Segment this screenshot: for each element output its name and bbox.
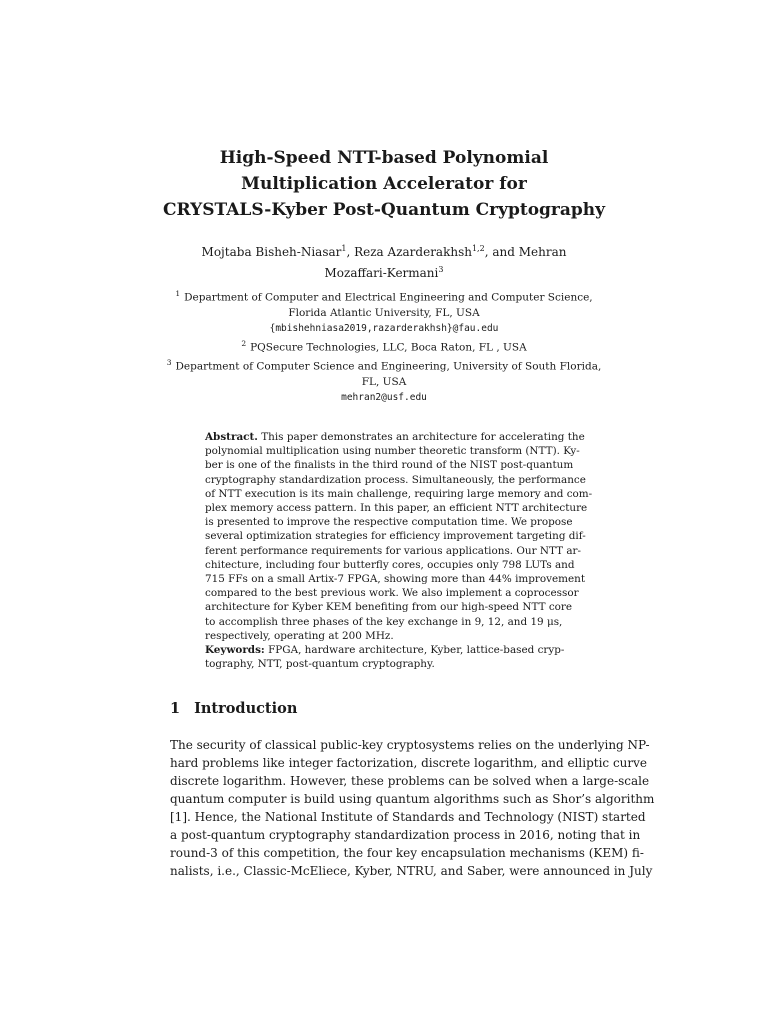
abstract-line: chitecture, including four butterfly cores, occupies only 798 LUTs and: [205, 558, 575, 571]
body-paragraph: [170, 736, 655, 880]
title-line-1: High-Speed NTT-based Polynomial: [219, 148, 549, 168]
keywords-label: Keywords:: [205, 644, 265, 657]
affil-number: 2: [241, 338, 247, 348]
affil-email: mehran2@usf.edu: [341, 391, 427, 403]
abstract-line: respectively, operating at 200 MHz.: [205, 629, 394, 642]
abstract-line: architecture for Kyber KEM benefiting from our high-speed NTT core: [205, 601, 573, 614]
title-line-3: CRYSTALS-Kyber Post-Quantum Cryptography: [162, 200, 606, 220]
abstract-line: several optimization strategies for efficiency improvement targeting dif-: [205, 530, 586, 543]
abstract-label: Abstract.: [205, 431, 258, 443]
body-line: The security of classical public-key cryptosystems relies on the underlying NP-: [170, 738, 650, 752]
author-affil-sup: 1: [341, 244, 347, 253]
section-heading: [170, 700, 297, 717]
affiliation-2: [140, 336, 628, 356]
section-title: Introduction: [194, 700, 298, 717]
affil-number: 1: [175, 289, 181, 298]
body-line: nalists, i.e., Classic-McEliece, Kyber, NTRU, and Saber, were announced in July: [170, 864, 653, 878]
author-name: , and Mehran: [484, 245, 567, 259]
abstract-line: is presented to improve the respective computation time. We propose: [205, 516, 573, 529]
body-line: [1]. Hence, the National Institute of Standards and Technology (NIST) started: [170, 810, 646, 824]
body-line: quantum computer is build using quantum algorithms such as Shor’s algorithm: [170, 792, 655, 806]
keywords-line: [205, 643, 567, 657]
abstract-line: ferent performance requirements for various applications. Our NTT ar-: [205, 544, 581, 557]
abstract-line: [205, 430, 585, 444]
affil-text: FL, USA: [361, 375, 407, 388]
author-name: , Reza Azarderakhsh: [346, 245, 472, 259]
abstract-line: 715 FFs on a small Artix-7 FPGA, showing more than 44% improvement: [205, 573, 586, 586]
affil-number: 3: [166, 358, 172, 367]
body-line: round-3 of this competition, the four key encapsulation mechanisms (KEM) fi-: [170, 846, 644, 860]
abstract-line: plex memory access pattern. In this paper, an efficient NTT architecture: [205, 502, 588, 515]
author-list: [160, 240, 608, 282]
title-line-2: Multiplication Accelerator for: [241, 174, 527, 194]
authors-line-1: [160, 240, 608, 261]
keywords-line: tography, NTT, post-quantum cryptography.: [205, 658, 435, 671]
abstract-line: polynomial multiplication using number theoretic transform (NTT). Ky-: [205, 445, 580, 458]
body-line: hard problems like integer factorization, discrete logarithm, and elliptic curve: [170, 756, 648, 770]
section-number: 1: [170, 700, 181, 717]
abstract-line: to accomplish three phases of the key exchange in 9, 12, and 19 μs,: [205, 615, 563, 628]
author-affil-sup: 3: [438, 265, 444, 274]
authors-line-2: [160, 261, 608, 282]
paper-title: [150, 145, 618, 223]
abstract-text: This paper demonstrates an architecture for accelerating the: [257, 431, 585, 443]
affiliation-3: [140, 355, 628, 375]
author-affil-sup: 1,2: [471, 244, 485, 253]
body-line: a post-quantum cryptography standardization process in 2016, noting that in: [170, 828, 641, 842]
abstract-line: compared to the best previous work. We also implement a coprocessor: [205, 587, 579, 600]
affil-text: Department of Computer Science and Engineering, University of South Florida,: [175, 360, 602, 373]
abstract-line: ber is one of the finalists in the third round of the NIST post-quantum: [205, 459, 574, 472]
abstract-line: of NTT execution is its main challenge, requiring large memory and com-: [205, 487, 593, 500]
affiliations: [140, 286, 628, 405]
affil-text: PQSecure Technologies, LLC, Boca Raton, FL , USA: [250, 341, 527, 353]
affil-email: {mbishehniasa2019,razarderakhsh}@fau.edu: [269, 322, 499, 334]
affiliation-1: [140, 286, 628, 306]
author-name: Mozaffari-Kermani: [324, 266, 439, 280]
affil-text: Florida Atlantic University, FL, USA: [288, 306, 480, 319]
affil-text: Department of Computer and Electrical Engineering and Computer Science,: [184, 291, 593, 304]
keywords-text: FPGA, hardware architecture, Kyber, lattice-based cryp-: [264, 644, 565, 657]
abstract-line: cryptography standardization process. Simultaneously, the performance: [205, 473, 586, 486]
author-name: Mojtaba Bisheh-Niasar: [201, 245, 342, 259]
body-line: discrete logarithm. However, these problems can be solved when a large-scale: [170, 774, 650, 788]
abstract: [205, 430, 593, 671]
